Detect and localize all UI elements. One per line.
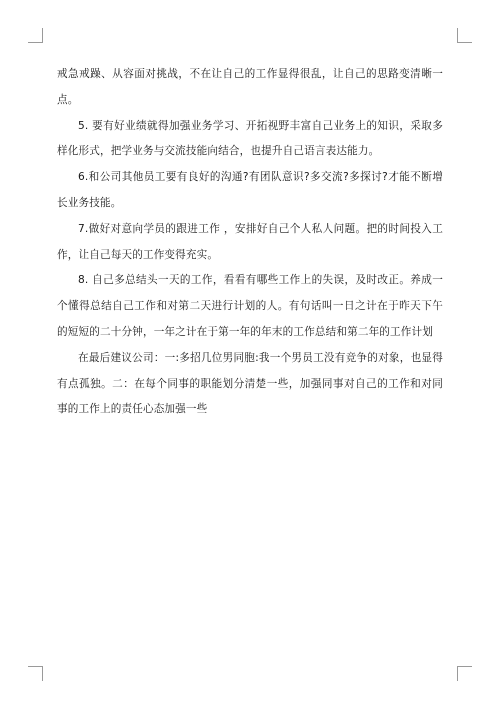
paragraph-2: 5. 要有好业绩就得加强业务学习、开拓视野丰富自己业务上的知识，采取多样化形式，把学业务与交流技能向结合，也提升自己语言表达能力。 bbox=[57, 119, 443, 158]
crop-mark-top-right bbox=[457, 28, 472, 43]
paragraph-4: 7.做好对意向学员的跟进工作 ，安排好自己个人私人问题。把的时间投入工作，让自己每天的工作变得充实。 bbox=[57, 222, 443, 261]
paragraph-3: 6.和公司其他员工要有良好的沟通?有团队意识?多交流?多探讨?才能不断增长业务技能。 bbox=[57, 171, 443, 209]
crop-mark-top-left bbox=[28, 28, 43, 43]
document-body bbox=[57, 62, 443, 423]
paragraph-6: 在最后建议公司：一:多招几位男同胞:我一个男员工没有竞争的对象，也显得有点孤独。二：在每个同事的职能划分清楚一些，加强同事对自己的工作和对同事的工作上的责任心态加强一些 bbox=[57, 351, 443, 416]
paragraph-5: 8. 自己多总结头一天的工作，看看有哪些工作上的失误，及时改正。养成一个懂得总结自己工作和对第二天进行计划的人。有句话叫一日之计在于昨天下午的短短的二十分钟，一年之计在于第一年的年末的工作总结和第二年的工作计划 bbox=[57, 274, 443, 338]
paragraph-1: 戒急戒躁、从容面对挑战，不在让自己的工作显得很乱，让自己的思路变清晰一点。 bbox=[57, 68, 443, 106]
crop-mark-bottom-right bbox=[457, 666, 472, 681]
crop-mark-bottom-left bbox=[28, 666, 43, 681]
